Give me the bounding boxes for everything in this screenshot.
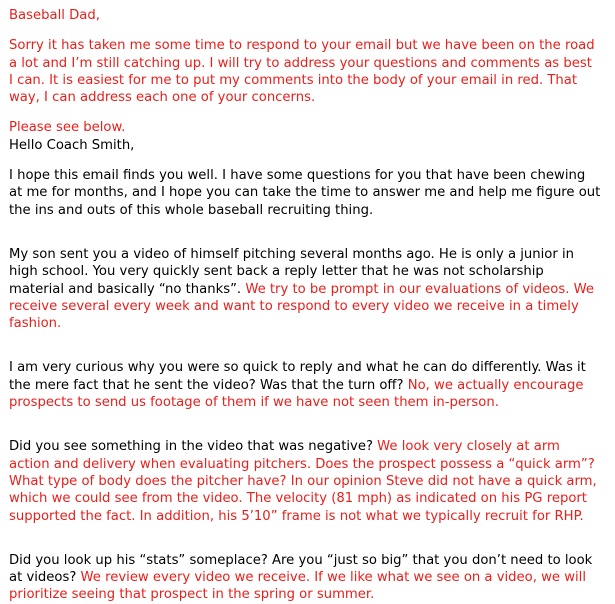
- spacer: [9, 106, 609, 119]
- intro-line: I can. It is easiest for me to put my comments into the body of your email in red. That: [9, 72, 578, 88]
- question-paragraph-1: [9, 246, 609, 332]
- intro-line: way, I can address each one of your concerns.: [9, 90, 316, 106]
- reply-line: receive several every week and want to respond to every video we receive in a timely: [9, 298, 579, 314]
- intro-line: a lot and I’m still catching up. I will try to address your questions and comments as best: [9, 55, 592, 71]
- mixed-line: [9, 281, 609, 298]
- reply-text: We look very closely at arm: [377, 439, 560, 455]
- reply-line: fashion.: [9, 316, 62, 332]
- reply-line: What type of body does the pitcher have? In our opinion Steve did not have a quick arm,: [9, 473, 597, 489]
- reply-line: prospects to send us footage of them if we have not seen them in-person.: [9, 395, 499, 411]
- coach-intro-paragraph: [9, 37, 609, 106]
- question-paragraph-4: [9, 552, 609, 604]
- question-text: at videos?: [9, 570, 81, 586]
- question-text: material and basically “no thanks”.: [9, 281, 246, 297]
- question-line: Did you look up his “stats” someplace? Are you “just so big” that you don’t need to look: [9, 552, 593, 568]
- question-text: the mere fact that he sent the video? Was that the turn off?: [9, 377, 408, 393]
- parent-greeting: Hello Coach Smith,: [9, 137, 135, 153]
- reply-text: We try to be prompt in our evaluations of videos. We: [245, 281, 594, 297]
- reply-line: prioritize seeing that prospect in the spring or summer.: [9, 587, 375, 603]
- see-below-note: Please see below.: [9, 120, 126, 136]
- parent-opening-paragraph: [9, 167, 609, 219]
- spacer: [9, 154, 609, 167]
- intro-line: Sorry it has taken me some time to respond to your email but we have been on the road: [9, 38, 595, 54]
- question-paragraph-3: [9, 438, 609, 524]
- mixed-line: [9, 569, 609, 586]
- mixed-line: [9, 438, 609, 455]
- email-body: [9, 7, 609, 604]
- reply-line: action and delivery when evaluating pitchers. Does the prospect possess a “quick arm”?: [9, 456, 595, 472]
- question-text: Did you see something in the video that was negative?: [9, 439, 378, 455]
- reply-text: No, we actually encourage: [407, 377, 584, 393]
- spacer: [9, 411, 609, 438]
- reply-line: supported the fact. In addition, his 5’10” frame is not what we typically recruit for RHP.: [9, 508, 584, 524]
- spacer: [9, 332, 609, 359]
- spacer: [9, 24, 609, 37]
- reply-line: which we could see from the video. The velocity (81 mph) as indicated on his PG report: [9, 491, 587, 507]
- question-line: I am very curious why you were so quick to reply and what he can do differently. Was it: [9, 360, 586, 376]
- opening-line: at me for months, and I hope you can take the time to answer me and help me figure out: [9, 185, 601, 201]
- spacer: [9, 525, 609, 552]
- reply-text: We review every video we receive. If we like what we see on a video, we will: [80, 570, 586, 586]
- opening-line: I hope this email finds you well. I have some questions for you that have been chewing: [9, 168, 586, 184]
- mixed-line: [9, 377, 609, 394]
- question-line: high school. You very quickly sent back a reply letter that he was not scholarship: [9, 264, 544, 280]
- question-line: My son sent you a video of himself pitching several months ago. He is only a junior in: [9, 246, 574, 262]
- spacer: [9, 219, 609, 246]
- question-paragraph-2: [9, 359, 609, 411]
- opening-line: the ins and outs of this whole baseball recruiting thing.: [9, 202, 374, 218]
- salutation: Baseball Dad,: [9, 8, 100, 23]
